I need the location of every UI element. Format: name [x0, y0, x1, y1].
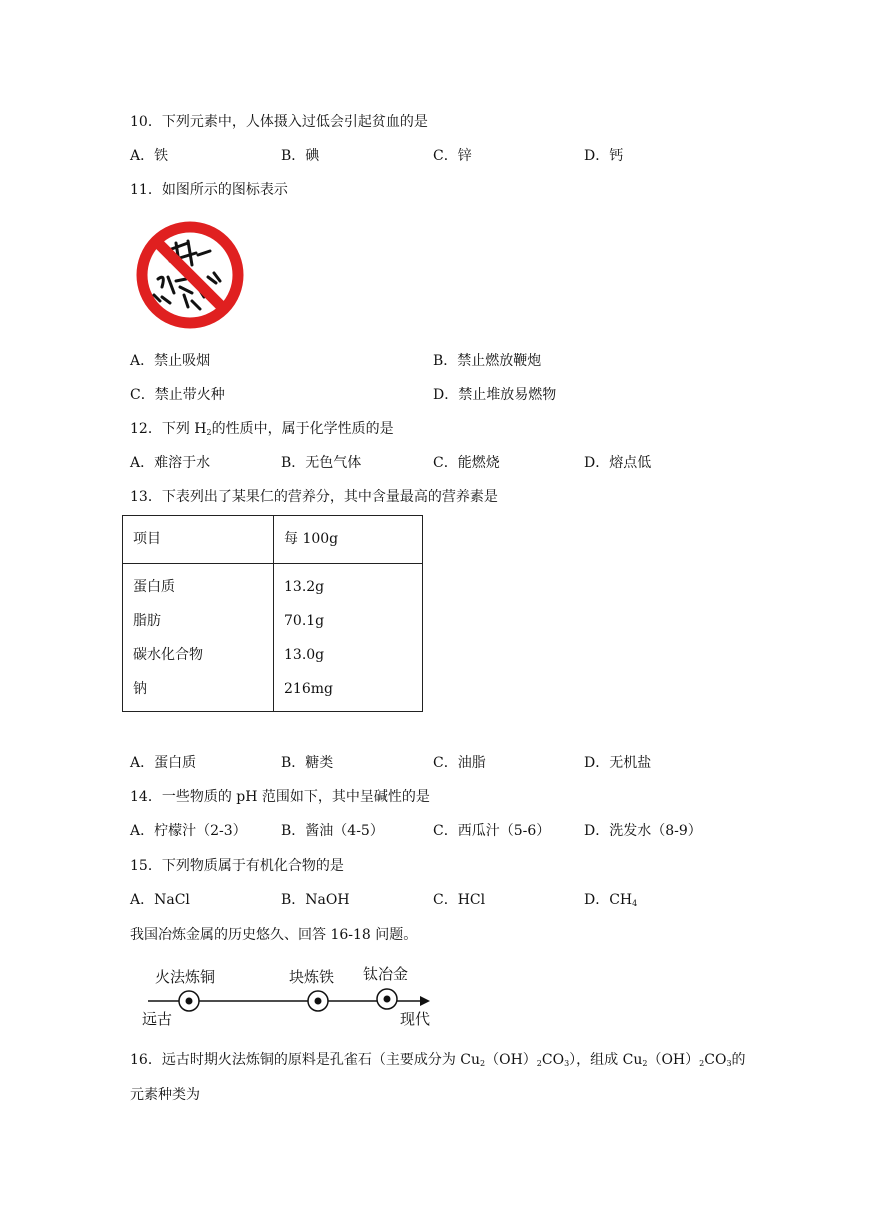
timeline-event-3: 钛冶金 — [363, 965, 409, 983]
q15-option-c[interactable]: C．HCl — [433, 892, 486, 908]
q16-sub: 2 — [699, 1059, 705, 1068]
q15-option-d-sub: 4 — [632, 899, 638, 908]
table-cell: 70.1g — [284, 613, 325, 629]
q11-option-b[interactable]: B．禁止燃放鞭炮 — [433, 353, 542, 369]
q12-stem-pre: 12．下列 H — [130, 421, 207, 437]
q13-option-c[interactable]: C．油脂 — [433, 755, 486, 771]
q10-option-b[interactable]: B．碘 — [281, 148, 320, 164]
timeline-start-label: 远古 — [142, 1010, 173, 1028]
q12-stem-sub: 2 — [206, 428, 212, 437]
table-cell: 碳水化合物 — [133, 647, 203, 663]
q14-option-a[interactable]: A．柠檬汁（2-3） — [130, 823, 247, 839]
no-fireworks-sign-icon — [136, 221, 244, 329]
q14-option-c[interactable]: C．西瓜汁（5-6） — [433, 823, 551, 839]
q13-option-b[interactable]: B．糖类 — [281, 755, 334, 771]
table-header-amount: 每 100g — [274, 516, 423, 564]
q12-stem-post: 的性质中，属于化学性质的是 — [211, 421, 394, 437]
q16-sub: 3 — [726, 1059, 732, 1068]
table-cell: 216mg — [284, 681, 333, 697]
table-header-row — [123, 516, 423, 564]
question-12-stem — [130, 420, 394, 442]
q16-text: CO — [704, 1052, 727, 1068]
table-body-row — [123, 564, 423, 712]
question-10-stem: 10．下列元素中，人体摄入过低会引起贫血的是 — [130, 114, 428, 130]
table-nutrient-amounts — [274, 564, 423, 712]
q15-option-a[interactable]: A．NaCl — [130, 892, 190, 908]
table-cell: 13.2g — [284, 579, 325, 595]
q16-sub: 2 — [536, 1059, 542, 1068]
q16-text: 的 — [731, 1052, 746, 1068]
q13-option-d[interactable]: D．无机盐 — [584, 755, 652, 771]
q14-option-b[interactable]: B．酱油（4-5） — [281, 823, 384, 839]
q10-option-d[interactable]: D．钙 — [584, 148, 624, 164]
q12-option-b[interactable]: B．无色气体 — [281, 455, 362, 471]
q16-text: CO — [541, 1052, 565, 1068]
timeline-end-label: 现代 — [400, 1010, 431, 1028]
question-11-stem: 11．如图所示的图标表示 — [130, 182, 288, 198]
q13-option-a[interactable]: A．蛋白质 — [130, 755, 197, 771]
q12-option-c[interactable]: C．能燃烧 — [433, 455, 500, 471]
q15-option-d-text: D．CH — [584, 892, 633, 908]
table-cell: 13.0g — [284, 647, 325, 663]
timeline-event-1: 火法炼铜 — [155, 968, 216, 986]
question-15-stem: 15．下列物质属于有机化合物的是 — [130, 858, 344, 874]
q15-option-d[interactable] — [584, 891, 637, 913]
q12-option-a[interactable]: A．难溶于水 — [130, 455, 211, 471]
question-14-stem: 14．一些物质的 pH 范围如下，其中呈碱性的是 — [130, 789, 430, 805]
table-cell: 脂肪 — [133, 613, 161, 629]
timeline-event-2: 块炼铁 — [289, 968, 335, 986]
q16-sub: 3 — [564, 1059, 570, 1068]
table-cell: 钠 — [133, 681, 147, 697]
q10-option-c[interactable]: C．锌 — [433, 148, 472, 164]
q11-option-a[interactable]: A．禁止吸烟 — [130, 353, 211, 369]
timeline-diagram — [138, 962, 438, 1028]
q16-sub: 2 — [642, 1059, 648, 1068]
q16-sub: 2 — [480, 1059, 486, 1068]
q12-option-d[interactable]: D．熔点低 — [584, 455, 652, 471]
q10-option-a[interactable]: A．铁 — [130, 148, 169, 164]
q16-text: （OH） — [647, 1052, 700, 1068]
q15-option-b[interactable]: B．NaOH — [281, 892, 350, 908]
question-13-stem: 13．下表列出了某果仁的营养分，其中含量最高的营养素是 — [130, 489, 498, 505]
table-header-item: 项目 — [123, 516, 274, 564]
q16-text: ），组成 Cu — [569, 1052, 643, 1068]
question-16-stem-line2: 元素种类为 — [130, 1087, 200, 1103]
nutrition-table — [122, 515, 423, 712]
q11-option-c[interactable]: C．禁止带火种 — [130, 387, 225, 403]
q16-text: （OH） — [485, 1052, 537, 1068]
table-nutrient-names — [123, 564, 274, 712]
question-16-stem — [130, 1051, 746, 1073]
section-intro: 我国冶炼金属的历史悠久、回答 16-18 问题。 — [130, 927, 418, 943]
q11-option-d[interactable]: D．禁止堆放易燃物 — [433, 387, 557, 403]
q14-option-d[interactable]: D．洗发水（8-9） — [584, 823, 702, 839]
q16-text: 16．远古时期火法炼铜的原料是孔雀石（主要成分为 Cu — [130, 1052, 480, 1068]
table-cell: 蛋白质 — [133, 579, 175, 595]
